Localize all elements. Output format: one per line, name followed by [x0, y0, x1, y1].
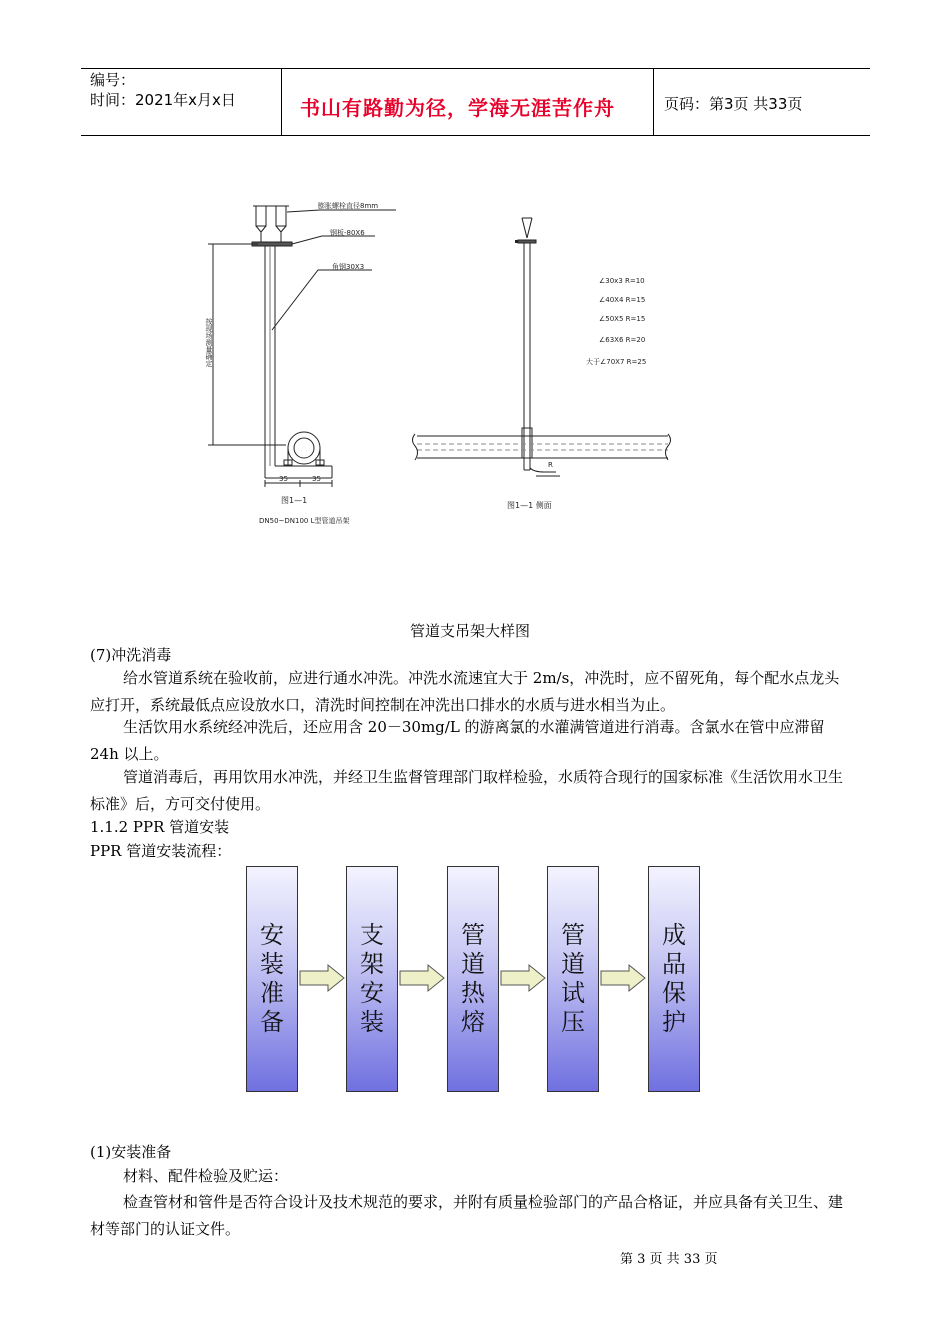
angle-label: 角钢30X3: [332, 263, 365, 271]
section-1-paragraph-1: [90, 1189, 850, 1243]
radius-mark: R: [548, 461, 553, 469]
header-date-label: 时间：2021年x月x日: [90, 91, 236, 109]
flow-step-protection-label: 成品保护: [662, 921, 686, 1036]
spec-line-5: 大于∠70X7 R=25: [586, 358, 647, 366]
flow-step-fusion: [447, 866, 499, 1092]
flow-arrow-icon: [499, 963, 547, 993]
flow-step-pressure-test-label: 管道试压: [561, 921, 585, 1036]
spec-line-3: ∠50X5 R=15: [599, 315, 646, 323]
flow-arrow-icon: [398, 963, 446, 993]
section-7-paragraph-2-text: 生活饮用水系统经冲洗后，还应用含 20－30mg/L 的游离氯的水灌满管道进行消毒。含氯水在管中应滞留 24h 以上。: [90, 718, 825, 763]
plate-label: 钢板-80X6: [330, 229, 365, 237]
flow-step-bracket: [346, 866, 398, 1092]
bolt-label: 膨胀螺栓直径8mm: [318, 202, 379, 210]
section-7-paragraph-2: [90, 714, 850, 768]
flow-step-protection: [648, 866, 700, 1092]
page-footer: 第 3 页 共 33 页: [620, 1252, 718, 1267]
header-motto: 书山有路勤为径，学海无涯苦作舟: [300, 96, 615, 120]
figure-subtitle-left: DN50~DN100 L型管道吊架: [259, 517, 350, 525]
hanger-drawing-lines: [0, 0, 950, 560]
dimension-left: 35: [279, 475, 288, 483]
spec-line-4: ∠63X6 R=20: [599, 336, 646, 344]
flow-step-pressure-test: [547, 866, 599, 1092]
section-7-title: (7)冲洗消毒: [90, 646, 172, 664]
section-7-paragraph-1: [90, 665, 850, 719]
vertical-dimension-label: 按现场测量确定: [205, 318, 213, 367]
flow-step-fusion-label: 管道热熔: [461, 921, 485, 1036]
figure-title-right: 图1—1 侧面: [507, 501, 552, 510]
section-7-paragraph-1-text: 给水管道系统在验收前，应进行通水冲洗。冲洗水流速宜大于 2m/s，冲洗时，应不留死角，每个配水点龙头应打开，系统最低点应设放水口，清洗时间控制在冲洗出口排水的水质与进水相当为止。: [90, 669, 840, 714]
section-1-subtitle: [90, 1163, 850, 1190]
flow-arrow-icon: [298, 963, 346, 993]
flow-title: PPR 管道安装流程：: [90, 842, 232, 860]
figure-caption: 管道支吊架大样图: [410, 622, 531, 640]
section-7-paragraph-3-text: 管道消毒后，再用饮用水冲洗，并经卫生监督管理部门取样检验，水质符合现行的国家标准《生活饮用水卫生标准》后，方可交付使用。: [90, 768, 844, 813]
dimension-right: 35: [312, 475, 321, 483]
section-1-subtitle-text: 材料、配件检验及贮运：: [123, 1167, 289, 1185]
section-7-paragraph-3: [90, 764, 850, 818]
header-page-info: 页码：第3页 共33页: [664, 95, 803, 113]
flow-step-prepare-label: 安装准备: [260, 921, 284, 1036]
flow-step-bracket-label: 支架安装: [360, 921, 384, 1036]
spec-line-2: ∠40X4 R=15: [599, 296, 646, 304]
section-1-paragraph-1-text: 检查管材和管件是否符合设计及技术规范的要求，并附有质量检验部门的产品合格证，并应具备有关卫生、建材等部门的认证文件。: [90, 1193, 844, 1238]
spec-line-1: ∠30x3 R=10: [599, 277, 645, 285]
flow-arrow-icon: [599, 963, 647, 993]
section-1-title: (1)安装准备: [90, 1143, 172, 1161]
figure-title-left: 图1—1: [281, 496, 308, 505]
flow-step-prepare: [246, 866, 298, 1092]
section-112-title: 1.1.2 PPR 管道安装: [90, 818, 230, 836]
header-number-label: 编号：: [90, 71, 136, 89]
